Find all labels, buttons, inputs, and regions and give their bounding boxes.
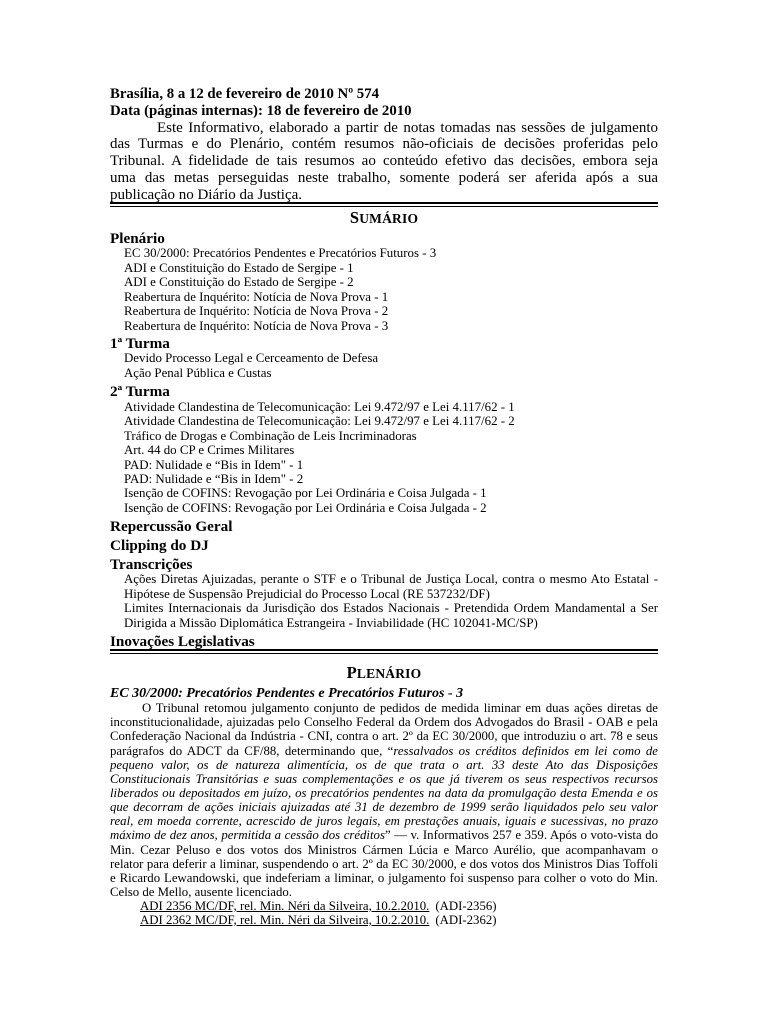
plenario-title: PLENÁRIO [346,663,422,682]
issue-line: Brasília, 8 a 12 de fevereiro de 2010 Nº 574 [110,85,380,102]
article-line: relator para deferir a liminar, suspendendo o art. 2º da EC 30/2000, e dos votos dos Ministros Dias Toffoli [110,856,658,871]
article-line: Confederação Nacional da Indústria - CNI, contra o art. 2º da EC 30/2000, que introduziu o art. 78 e seus [110,729,658,744]
article-text: ” — v. Informativos 257 e 359. Após o voto-vista do [384,828,659,843]
intro-line: uma das metas perseguidas neste trabalho, somente poderá ser aferida após a sua [110,169,658,186]
summary-section-heading: Repercussão Geral [110,517,233,535]
intro-line: Este Informativo, elaborado a partir de notas tomadas nas sessões de julgamento [157,119,658,136]
summary-section-heading: 1ª Turma [110,334,170,352]
summary-item: Limites Internacionais da Jurisdição dos Estados Nacionais - Pretendida Ordem Mandamental a Ser [124,601,658,615]
article-line: inconstitucionalidade, ajuizadas pelo Conselho Federal da Ordem dos Advogados do Brasil - OAB e pela [110,715,658,730]
summary-item: Art. 44 do CP e Crimes Militares [124,443,295,458]
summary-item: Tráfico de Drogas e Combinação de Leis Incriminadoras [124,428,417,443]
reference-citation: ADI 2356 MC/DF, rel. Min. Néri da Silveira, 10.2.2010. [140,899,430,913]
article-line: Celso de Mello, ausente licenciado. [110,885,292,899]
summary-item: PAD: Nulidade e “Bis in Idem" - 1 [124,457,304,472]
summary-item: Isenção de COFINS: Revogação por Lei Ordinária e Coisa Julgada - 2 [124,500,487,515]
article-text: parágrafos do ADCT da CF/88, determinando que, “ [110,743,394,758]
article-line [110,744,658,758]
reference-code: (ADI-2362) [435,913,497,927]
reference-line [140,899,497,913]
reference-code: (ADI-2356) [435,899,497,913]
article-line [110,828,658,842]
summary-item: Isenção de COFINS: Revogação por Lei Ordinária e Coisa Julgada - 1 [124,486,487,501]
summary-item: Reabertura de Inquérito: Notícia de Nova Prova - 3 [124,319,389,333]
summary-section-heading: 2ª Turma [110,382,170,400]
article-line: e Ricardo Lewandowski, que indeferiam a liminar, o julgamento foi suspenso para colher o voto do Min. [110,870,658,885]
summary-item: EC 30/2000: Precatórios Pendentes e Precatórios Futuros - 3 [124,246,437,260]
article-quote-line: pequeno valor, os de natureza alimentícia, os de que trata o art. 33 deste Ato das Disposições [110,757,658,772]
summary-item: Hipótese de Suspensão Prejudicial do Processo Local (RE 537232/DF) [124,586,490,601]
intro-line: das Turmas e do Plenário, contém resumos não-oficiais de decisões proferidas pelo [110,136,658,153]
summary-section-heading: Inovações Legislativas [110,632,255,650]
article-title: EC 30/2000: Precatórios Pendentes e Precatórios Futuros - 3 [110,686,464,701]
summary-title: SUMÁRIO [349,208,419,227]
summary-item: Dirigida a Missão Diplomática Estrangeira - Inviabilidade (HC 102041-MC/SP) [124,615,538,630]
article-quote-line: Constitucionais Transitórias e suas complementações e os que já tiverem os seus respectivos recursos [110,771,658,786]
double-rule [110,649,658,654]
summary-item: Ações Diretas Ajuizadas, perante o STF e o Tribunal de Justiça Local, contra o mesmo Ato Estatal - [124,572,658,586]
intro-line: Tribunal. A fidelidade de tais resumos ao conteúdo efetivo das decisões, embora seja [110,153,658,169]
summary-item: ADI e Constituição do Estado de Sergipe - 2 [124,275,354,290]
article-quote: máximo de dez anos, permitida a cessão dos créditos [110,828,385,843]
summary-section-heading: Transcrições [110,555,193,573]
summary-item: Reabertura de Inquérito: Notícia de Nova Prova - 1 [124,289,389,304]
summary-section-heading: Plenário [110,229,165,247]
reference-line [140,913,497,927]
summary-item: Atividade Clandestina de Telecomunicação: Lei 9.472/97 e Lei 4.117/62 - 2 [124,414,515,429]
article-line: Min. Cezar Peluso e dos votos dos Ministros Cármen Lúcia e Marco Aurélio, que acompanhavam o [110,842,658,857]
article-quote-line: que decorram de ações iniciais ajuizadas até 31 de dezembro de 1999 serão liquidados pelo seu valor [110,800,658,815]
intro-line: publicação no Diário da Justiça. [110,186,303,203]
summary-section-heading: Clipping do DJ [110,536,209,554]
summary-item: PAD: Nulidade e “Bis in Idem" - 2 [124,472,304,486]
reference-citation: ADI 2362 MC/DF, rel. Min. Néri da Silveira, 10.2.2010. [140,913,430,927]
summary-item: Atividade Clandestina de Telecomunicação: Lei 9.472/97 e Lei 4.117/62 - 1 [124,400,515,414]
article-line: O Tribunal retomou julgamento conjunto de pedidos de medida liminar em duas ações diretas de [142,701,658,715]
article-quote-line: real, em moeda corrente, acrescido de juros legais, em prestações anuais, iguais e sucessivas, no prazo [110,814,658,829]
article-quote-line: liberados ou depositados em juízo, os precatórios pendentes na data da promulgação desta Emenda e os [110,785,658,800]
summary-item: Ação Penal Pública e Custas [124,366,272,380]
summary-item: Reabertura de Inquérito: Notícia de Nova Prova - 2 [124,304,389,319]
summary-item: Devido Processo Legal e Cerceamento de Defesa [124,351,379,365]
double-rule [110,202,658,207]
article-quote: ressalvados os créditos definidos em lei como de [393,743,658,758]
summary-item: ADI e Constituição do Estado de Sergipe - 1 [124,260,354,275]
date-line: Data (páginas internas): 18 de fevereiro de 2010 [110,102,412,119]
